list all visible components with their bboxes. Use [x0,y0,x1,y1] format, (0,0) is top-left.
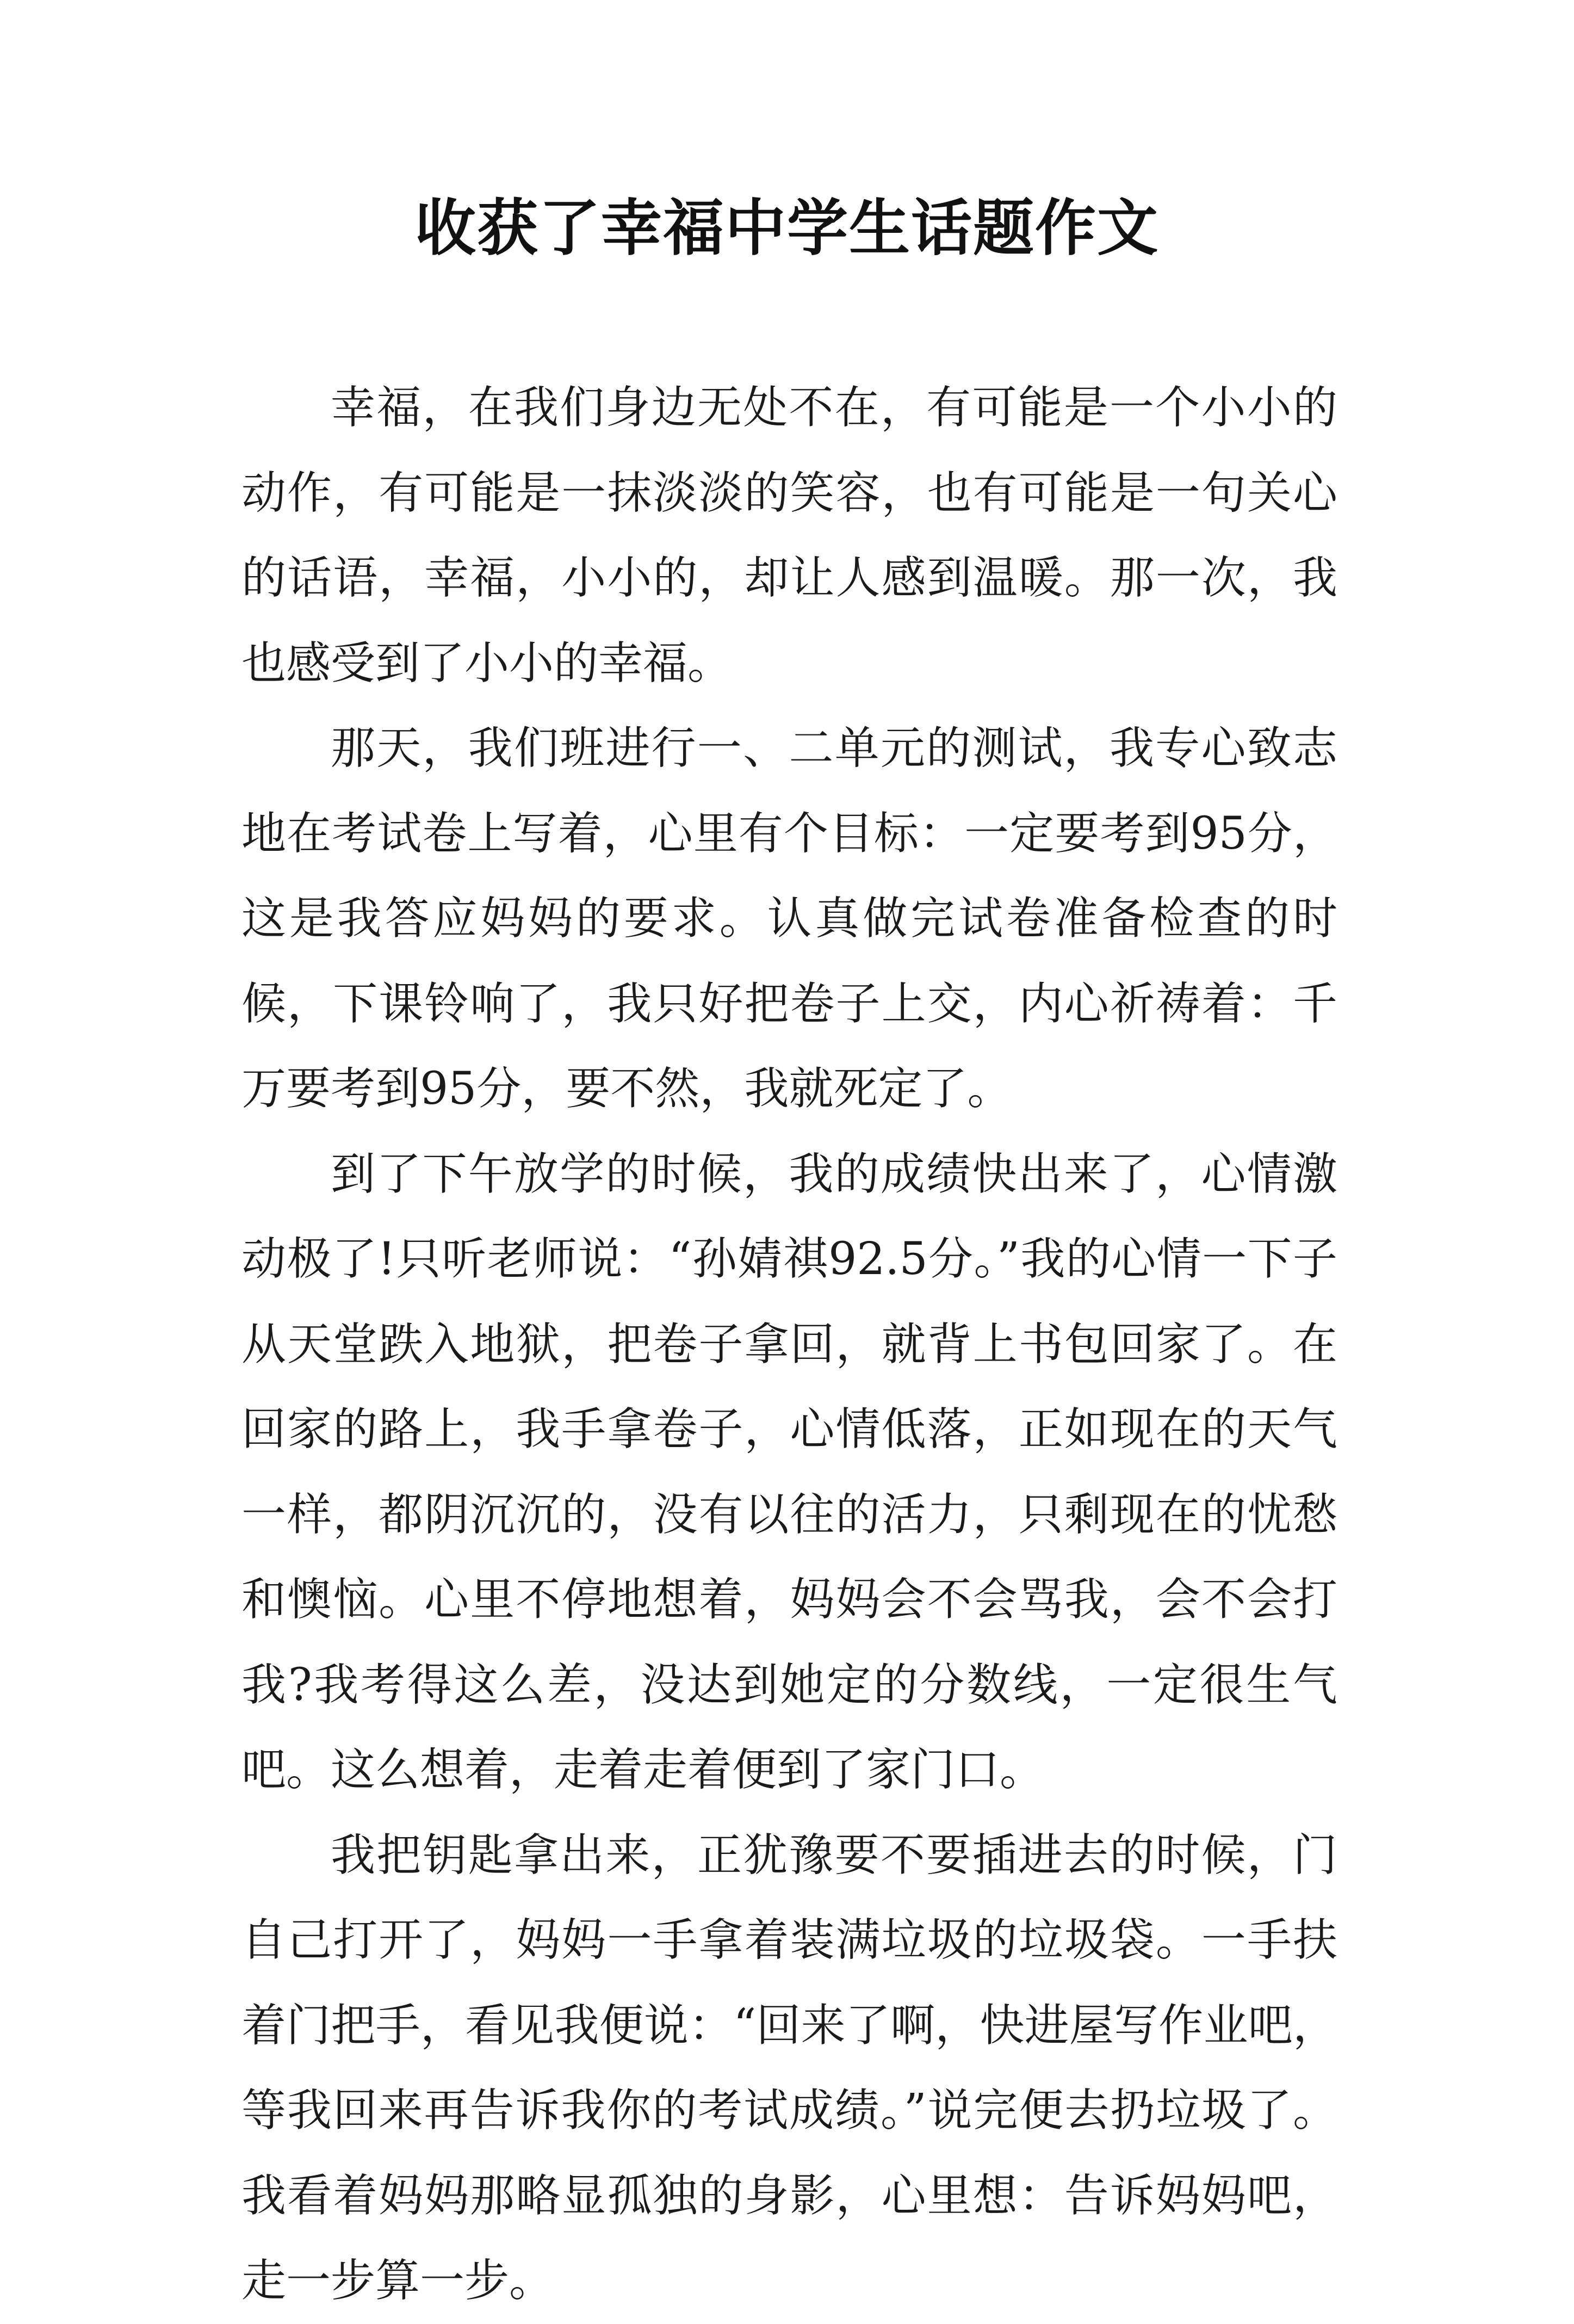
paragraph: 幸福，在我们身边无处不在，有可能是一个小小的动作，有可能是一抹淡淡的笑容，也有可能是一句关心的话语，幸福，小小的，却让人感到温暖。那一次，我也感受到了小小的幸福。 [241,382,1337,689]
paragraph: 我把钥匙拿出来，正犹豫要不要插进去的时候，门自己打开了，妈妈一手拿着装满垃圾的垃圾袋。一手扶着门把手，看见我便说：“回来了啊，快进屋写作业吧，等我回来再告诉我你的考试成绩。”说完便去扔垃圾了。我看着妈妈那略显孤独的身影，心里想：告诉妈妈吧，走一步算一步。 [241,1829,1337,2307]
document-body [241,366,1337,2324]
paragraph: 到了下午放学的时候，我的成绩快出来了，心情激动极了!只听老师说：“孙婧祺92.5分。”我的心情一下子从天堂跌入地狱，把卷子拿回，就背上书包回家了。在回家的路上，我手拿卷子，心情低落，正如现在的天气一样，都阴沉沉的，没有以往的活力，只剩现在的忧愁和懊恼。心里不停地想着，妈妈会不会骂我，会不会打我?我考得这么差，没达到她定的分数线，一定很生气吧。这么想着，走着走着便到了家门口。 [241,1148,1337,1796]
document-title: 收获了幸福中学生话题作文 [415,193,1159,264]
paragraph: 那天，我们班进行一、二单元的测试，我专心致志地在考试卷上写着，心里有个目标：一定要考到95分，这是我答应妈妈的要求。认真做完试卷准备检查的时候，下课铃响了，我只好把卷子上交，内心祈祷着：千万要考到95分，要不然，我就死定了。 [241,722,1337,1115]
